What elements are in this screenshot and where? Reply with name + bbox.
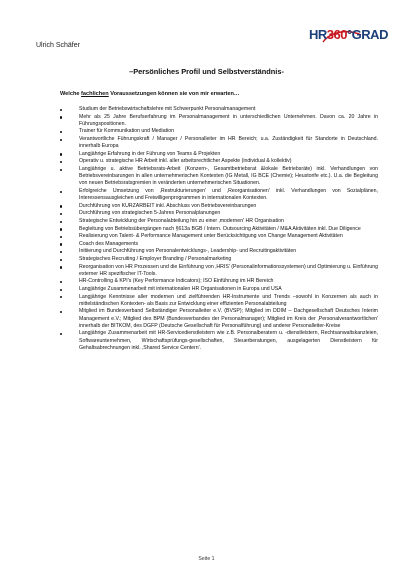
company-logo bbox=[309, 27, 388, 57]
qualification-list bbox=[60, 106, 378, 352]
list-item bbox=[60, 166, 378, 188]
bullet-icon bbox=[60, 191, 62, 193]
bullet-icon bbox=[60, 228, 62, 230]
intro-underlined-word: fachlichen bbox=[81, 91, 109, 97]
bullet-icon bbox=[60, 311, 62, 313]
list-item bbox=[60, 226, 378, 233]
list-item-text: Durchführung von strategischen 5-Jahres Personalplanungen bbox=[79, 210, 221, 217]
list-item-text: Coach des Managements bbox=[79, 240, 139, 247]
list-item-text: Langjährige Zusammenarbeit mit internationalen HR Organisationen in Europa und USA bbox=[79, 285, 282, 292]
list-item bbox=[60, 294, 378, 308]
list-item-text: Studium der Betriebswirtschaftslehre mit Schwerpunkt Personalmanagement bbox=[79, 106, 256, 112]
logo-hr: HR bbox=[309, 27, 327, 42]
list-item bbox=[60, 114, 378, 128]
list-item-text: Operativ u. strategische HR Arbeit inkl. aller arbeitsrechtlicher Aspekte (individual & kollektiv) bbox=[79, 158, 292, 165]
bullet-icon bbox=[60, 333, 62, 335]
list-item bbox=[60, 248, 378, 255]
bullet-icon bbox=[60, 281, 62, 283]
list-item-text: Langjährige Kenntnisse aller modernen und zielführenden HR-Instrumente und Trends –sowohl in Konzernen als auch in mittelständischen Kontexten- als Basis zur Entwicklung einer effizienten Personalabteilung bbox=[79, 293, 378, 307]
list-item-text: Langjährige Zusammenarbeit mit HR-Servicedienstleistern wie z.B. Personalberatern u. -dienstleistern, Rechtsanwaltskanzleien, Softwareunternehmen, Wirtschaftsprüfungs-gesellschaften, Steuerberatungen, ausgelagerten Dienstleistern für Gehaltsabrechnungen inkl. ‚Shared Service Centern'. bbox=[79, 330, 378, 351]
list-item bbox=[60, 106, 378, 113]
bullet-icon bbox=[60, 259, 62, 261]
list-item-text: Mehr als 25 Jahre Berufserfahrung im Personalmanagement in unterschiedlichen Unternehmen. Davon ca. 20 Jahre in Führungspositionen. bbox=[79, 113, 378, 127]
logo-wordmark bbox=[309, 27, 388, 42]
list-item-text: Langjährige u. aktive Betriebsrats-Arbeit (Konzern-, Gesamtbetriebsrat &lokale Betriebsräte) inkl. Verhandlungen von Betriebsvereinbarungen in allen unternehmerischen Kontexten (IG Metall, IG BCE (Chemie); Heustorife etc.). U.a. die Begleitung von neuen Betriebsratsgremien in veränderten unternehmerischen Situationen. bbox=[79, 165, 378, 187]
intro-text-before: Welche bbox=[60, 91, 82, 97]
list-item-text: Mitglied im Bundesverband Selbständiger Personalleiter e.V. (BVSP); Mitglied im DDIM – Dachgesellschaft Deutsches Interim Management e.V.; Mitglied des BPM (Bundesverbandes der Personalmanager); Mitglied im Kreis der ‚Personalverantwortlichen' innerhalb der BITKOM, des DGFP (Deutsche Gesellschaft für Personalführung) und anderer Personalleiter-Kreise bbox=[79, 308, 378, 329]
list-item-text: HR-Controlling & KPI's (Key Performance Indicators); ISO Einführung im HR Bereich bbox=[79, 278, 274, 285]
list-item-text: Erfolgreiche Umsetzung von ‚Restrukturierungen' und ‚Reorganisationen' inkl. Verhandlungen von Sozialplänen, Interessensausgleichen und Freiwilligenprogrammen in internationalen Kontexten. bbox=[79, 187, 378, 202]
list-item-text: Trainer für Kommunikation und Mediation bbox=[79, 128, 174, 135]
bullet-icon bbox=[60, 289, 62, 291]
page-number: Seite 1 bbox=[198, 556, 215, 562]
list-item-text: Strategisches Recruiting / Employer Branding / Personalmarketing bbox=[79, 255, 232, 262]
list-item bbox=[60, 286, 378, 293]
bullet-icon bbox=[60, 221, 62, 223]
list-item-text: Langjährige Erfahrung in der Führung von Teams & Projekten bbox=[79, 150, 221, 157]
list-item bbox=[60, 264, 378, 278]
bullet-icon bbox=[60, 139, 62, 141]
author-name: Ulrich Schäfer bbox=[36, 42, 80, 49]
bullet-icon bbox=[60, 161, 62, 163]
bullet-icon bbox=[60, 296, 62, 298]
bullet-icon bbox=[60, 213, 62, 215]
bullet-icon bbox=[60, 205, 62, 207]
list-item bbox=[60, 136, 378, 150]
logo-grad: °GRAD bbox=[346, 27, 388, 42]
list-item bbox=[60, 308, 378, 330]
bullet-icon bbox=[60, 109, 62, 111]
list-item bbox=[60, 330, 378, 352]
list-item-text: Begleitung von Betriebsübergängen nach §613a BGB / Intern. Outsourcing Aktivitäten / M&A Aktivitäten inkl. Due Diligence bbox=[79, 225, 361, 232]
bullet-icon bbox=[60, 243, 62, 245]
bullet-icon bbox=[60, 153, 62, 155]
list-item bbox=[60, 218, 378, 225]
list-item bbox=[60, 203, 378, 210]
list-item bbox=[60, 151, 378, 158]
bullet-icon bbox=[60, 251, 62, 253]
bullet-icon bbox=[60, 236, 62, 238]
list-item-text: Realisierung von Talent- & Performance Management unter Berücksichtigung von Change Management Aktivitäten bbox=[79, 233, 343, 240]
page-title: –Persönliches Profil und Selbstverständnis- bbox=[129, 67, 284, 76]
logo-360: 360 bbox=[326, 27, 347, 42]
list-item bbox=[60, 210, 378, 217]
list-item bbox=[60, 158, 378, 165]
list-item bbox=[60, 188, 378, 202]
intro-text-after: Voraussetzungen können sie von mir erwarten… bbox=[108, 91, 240, 97]
bullet-icon bbox=[60, 131, 62, 133]
list-item bbox=[60, 233, 378, 240]
intro-question bbox=[60, 91, 239, 97]
list-item bbox=[60, 241, 378, 248]
bullet-icon bbox=[60, 116, 62, 118]
list-item-text: Strategische Entwicklung der Personalabteilung hin zu einer ‚modernen' HR Organisation bbox=[79, 217, 284, 224]
list-item-text: Durchführung von KURZARBEIT inkl. Abschluss von Betriebsvereinbarungen bbox=[79, 202, 257, 209]
bullet-icon bbox=[60, 266, 62, 268]
list-item-text: Initiierung und Durchführung von Personalentwicklungs-, Leadership- und Recruitingaktivitäten bbox=[79, 248, 297, 255]
list-item bbox=[60, 128, 378, 135]
list-item bbox=[60, 278, 378, 285]
bullet-icon bbox=[60, 169, 62, 171]
list-item bbox=[60, 256, 378, 263]
list-item-text: Reorganisation von HR Prozessen und die Einführung von ‚HRIS' (Personalinformationssystemen) und Optimierung u. Einführung externer HR spezifischer IT-Tools. bbox=[79, 263, 378, 277]
list-item-text: Verantwortliche Führungskraft / Manager / Personalleiter im HR Bereich; u.a. Zuständigkeit für Standorte in Deutschland. innerhalb Europa bbox=[79, 135, 378, 150]
